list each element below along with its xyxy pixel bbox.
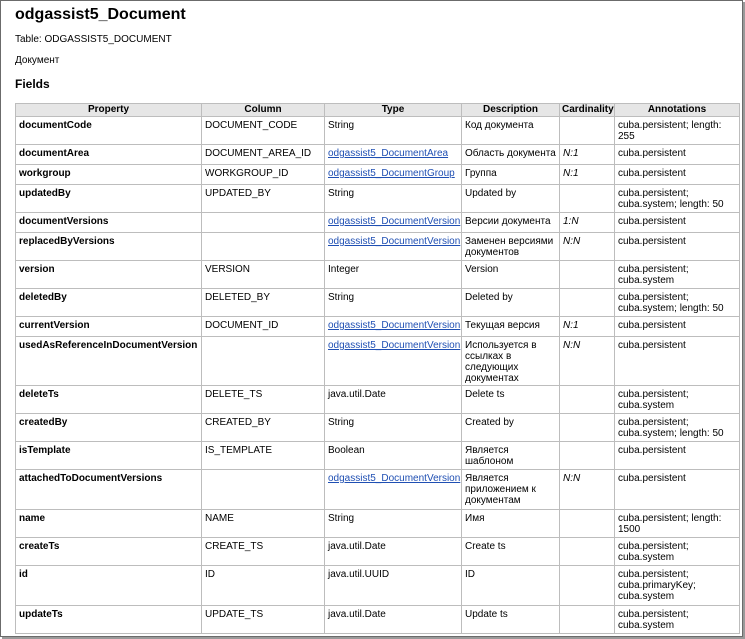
property-cell: workgroup	[16, 165, 202, 185]
annotations-cell	[615, 538, 740, 566]
column-cell: NAME	[202, 510, 325, 538]
annotation-line: cuba.persistent;	[618, 264, 689, 275]
type-link[interactable]: odgassist5_DocumentVersion	[328, 320, 461, 331]
annotation-line: cuba.system; length: 50	[618, 199, 724, 210]
description-cell: Заменен версиями документов	[462, 233, 560, 261]
annotations-cell	[615, 337, 740, 386]
cardinality-cell	[560, 442, 615, 470]
property-cell: documentCode	[16, 117, 202, 145]
type-cell: java.util.Date	[325, 606, 462, 634]
annotations-cell	[615, 470, 740, 510]
type-link[interactable]: odgassist5_DocumentArea	[328, 148, 449, 159]
annotations-cell	[615, 233, 740, 261]
cardinality-cell: N:1	[560, 317, 615, 337]
type-link[interactable]: odgassist5_DocumentVersion	[328, 216, 461, 227]
annotations-cell	[615, 510, 740, 538]
annotations-cell	[615, 289, 740, 317]
property-cell: id	[16, 566, 202, 606]
cardinality-cell	[560, 606, 615, 634]
annotations-cell	[615, 317, 740, 337]
type-cell: String	[325, 414, 462, 442]
table-row	[16, 213, 740, 233]
annotation-line: cuba.system	[618, 552, 675, 563]
annotations-cell	[615, 213, 740, 233]
type-link[interactable]: odgassist5_DocumentVersion	[328, 473, 461, 484]
table-header-row	[16, 104, 740, 117]
cardinality-cell: N:N	[560, 470, 615, 510]
property-cell: deleteTs	[16, 386, 202, 414]
property-cell: updateTs	[16, 606, 202, 634]
property-cell: documentArea	[16, 145, 202, 165]
annotation-line: cuba.persistent	[618, 236, 686, 247]
annotation-line: cuba.persistent;	[618, 389, 689, 400]
type-cell	[325, 337, 462, 386]
type-cell: java.util.Date	[325, 538, 462, 566]
annotation-line: cuba.persistent;	[618, 292, 689, 303]
description-cell: Update ts	[462, 606, 560, 634]
type-cell: Boolean	[325, 442, 462, 470]
description-cell: Version	[462, 261, 560, 289]
annotation-line: cuba.system; length: 50	[618, 428, 724, 439]
description-cell: Является шаблоном	[462, 442, 560, 470]
cardinality-cell	[560, 117, 615, 145]
cardinality-cell: N:N	[560, 233, 615, 261]
column-cell: DELETED_BY	[202, 289, 325, 317]
description-cell: Delete ts	[462, 386, 560, 414]
column-cell: CREATED_BY	[202, 414, 325, 442]
description-cell: Updated by	[462, 185, 560, 213]
type-cell	[325, 317, 462, 337]
description-cell: Область документа	[462, 145, 560, 165]
type-cell: java.util.UUID	[325, 566, 462, 606]
description-cell: Группа	[462, 165, 560, 185]
type-cell	[325, 213, 462, 233]
column-cell: DOCUMENT_AREA_ID	[202, 145, 325, 165]
annotations-cell	[615, 117, 740, 145]
table-row	[16, 289, 740, 317]
table-row	[16, 261, 740, 289]
annotation-line: cuba.primaryKey;	[618, 580, 696, 591]
column-cell: CREATE_TS	[202, 538, 325, 566]
column-cell: VERSION	[202, 261, 325, 289]
column-header-annotations: Annotations	[615, 104, 740, 117]
cardinality-cell	[560, 261, 615, 289]
table-row	[16, 470, 740, 510]
type-cell	[325, 165, 462, 185]
column-cell: UPDATED_BY	[202, 185, 325, 213]
annotation-line: cuba.persistent;	[618, 417, 689, 428]
type-link[interactable]: odgassist5_DocumentGroup	[328, 168, 455, 179]
description-cell: ID	[462, 566, 560, 606]
type-cell	[325, 233, 462, 261]
type-cell: String	[325, 117, 462, 145]
annotation-line: cuba.persistent;	[618, 541, 689, 552]
column-cell	[202, 213, 325, 233]
cardinality-cell: N:N	[560, 337, 615, 386]
table-row	[16, 510, 740, 538]
entity-caption: Документ	[15, 55, 60, 66]
cardinality-cell	[560, 386, 615, 414]
table-row	[16, 386, 740, 414]
annotations-cell	[615, 442, 740, 470]
annotation-line: cuba.persistent;	[618, 188, 689, 199]
table-row	[16, 414, 740, 442]
page-title: odgassist5_Document	[15, 6, 186, 23]
type-cell: java.util.Date	[325, 386, 462, 414]
table-row	[16, 337, 740, 386]
column-cell: DOCUMENT_CODE	[202, 117, 325, 145]
table-row	[16, 185, 740, 213]
cardinality-cell	[560, 538, 615, 566]
column-header-property: Property	[16, 104, 202, 117]
cardinality-cell	[560, 289, 615, 317]
column-cell: ID	[202, 566, 325, 606]
annotation-line: cuba.persistent	[618, 340, 686, 351]
table-row	[16, 117, 740, 145]
table-name: Table: ODGASSIST5_DOCUMENT	[15, 34, 172, 45]
fields-table	[15, 103, 740, 634]
annotations-cell	[615, 145, 740, 165]
description-cell: Created by	[462, 414, 560, 442]
table-row	[16, 145, 740, 165]
annotation-line: cuba.persistent;	[618, 609, 689, 620]
property-cell: updatedBy	[16, 185, 202, 213]
cardinality-cell: 1:N	[560, 213, 615, 233]
annotation-line: cuba.persistent; length:	[618, 120, 722, 131]
annotation-line: cuba.persistent	[618, 320, 686, 331]
cardinality-cell	[560, 414, 615, 442]
annotation-line: cuba.persistent	[618, 148, 686, 159]
annotation-line: cuba.persistent	[618, 473, 686, 484]
annotation-line: 255	[618, 131, 635, 142]
property-cell: deletedBy	[16, 289, 202, 317]
annotations-cell	[615, 185, 740, 213]
description-cell: Имя	[462, 510, 560, 538]
annotation-line: cuba.persistent	[618, 445, 686, 456]
annotations-cell	[615, 414, 740, 442]
description-cell: Используется в ссылках в следующих документах	[462, 337, 560, 386]
cardinality-cell	[560, 185, 615, 213]
cardinality-cell: N:1	[560, 165, 615, 185]
type-cell	[325, 145, 462, 165]
description-cell: Версии документа	[462, 213, 560, 233]
property-cell: currentVersion	[16, 317, 202, 337]
fields-heading: Fields	[15, 77, 50, 91]
type-cell: String	[325, 289, 462, 317]
annotation-line: cuba.system	[618, 400, 675, 411]
column-header-description: Description	[462, 104, 560, 117]
cardinality-cell	[560, 510, 615, 538]
column-cell	[202, 470, 325, 510]
property-cell: version	[16, 261, 202, 289]
column-cell: IS_TEMPLATE	[202, 442, 325, 470]
annotations-cell	[615, 606, 740, 634]
annotations-cell	[615, 566, 740, 606]
description-cell: Create ts	[462, 538, 560, 566]
property-cell: usedAsReferenceInDocumentVersion	[16, 337, 202, 386]
table-row	[16, 538, 740, 566]
type-cell: Integer	[325, 261, 462, 289]
annotation-line: cuba.persistent	[618, 216, 686, 227]
type-cell: String	[325, 185, 462, 213]
column-cell: DELETE_TS	[202, 386, 325, 414]
property-cell: name	[16, 510, 202, 538]
column-cell	[202, 233, 325, 261]
description-cell: Deleted by	[462, 289, 560, 317]
table-row	[16, 317, 740, 337]
table-row	[16, 233, 740, 261]
column-header-type: Type	[325, 104, 462, 117]
property-cell: attachedToDocumentVersions	[16, 470, 202, 510]
column-cell: DOCUMENT_ID	[202, 317, 325, 337]
property-cell: replacedByVersions	[16, 233, 202, 261]
annotation-line: cuba.system	[618, 591, 675, 602]
column-cell	[202, 337, 325, 386]
type-link[interactable]: odgassist5_DocumentVersion	[328, 236, 461, 247]
annotation-line: cuba.system	[618, 620, 675, 631]
column-header-cardinality: Cardinality	[560, 104, 615, 117]
column-header-column: Column	[202, 104, 325, 117]
table-row	[16, 165, 740, 185]
cardinality-cell: N:1	[560, 145, 615, 165]
annotation-line: cuba.persistent	[618, 168, 686, 179]
annotations-cell	[615, 386, 740, 414]
type-cell	[325, 470, 462, 510]
description-cell: Код документа	[462, 117, 560, 145]
annotation-line: cuba.persistent;	[618, 569, 689, 580]
annotation-line: cuba.system	[618, 275, 675, 286]
cardinality-cell	[560, 566, 615, 606]
annotation-line: cuba.persistent; length:	[618, 513, 722, 524]
type-cell: String	[325, 510, 462, 538]
table-row	[16, 442, 740, 470]
description-cell: Является приложением к документам	[462, 470, 560, 510]
annotation-line: 1500	[618, 524, 641, 535]
property-cell: documentVersions	[16, 213, 202, 233]
annotations-cell	[615, 261, 740, 289]
annotation-line: cuba.system; length: 50	[618, 303, 724, 314]
column-cell: WORKGROUP_ID	[202, 165, 325, 185]
type-link[interactable]: odgassist5_DocumentVersion	[328, 340, 461, 351]
description-cell: Текущая версия	[462, 317, 560, 337]
column-cell: UPDATE_TS	[202, 606, 325, 634]
table-row	[16, 566, 740, 606]
property-cell: createTs	[16, 538, 202, 566]
property-cell: isTemplate	[16, 442, 202, 470]
annotations-cell	[615, 165, 740, 185]
property-cell: createdBy	[16, 414, 202, 442]
table-row	[16, 606, 740, 634]
